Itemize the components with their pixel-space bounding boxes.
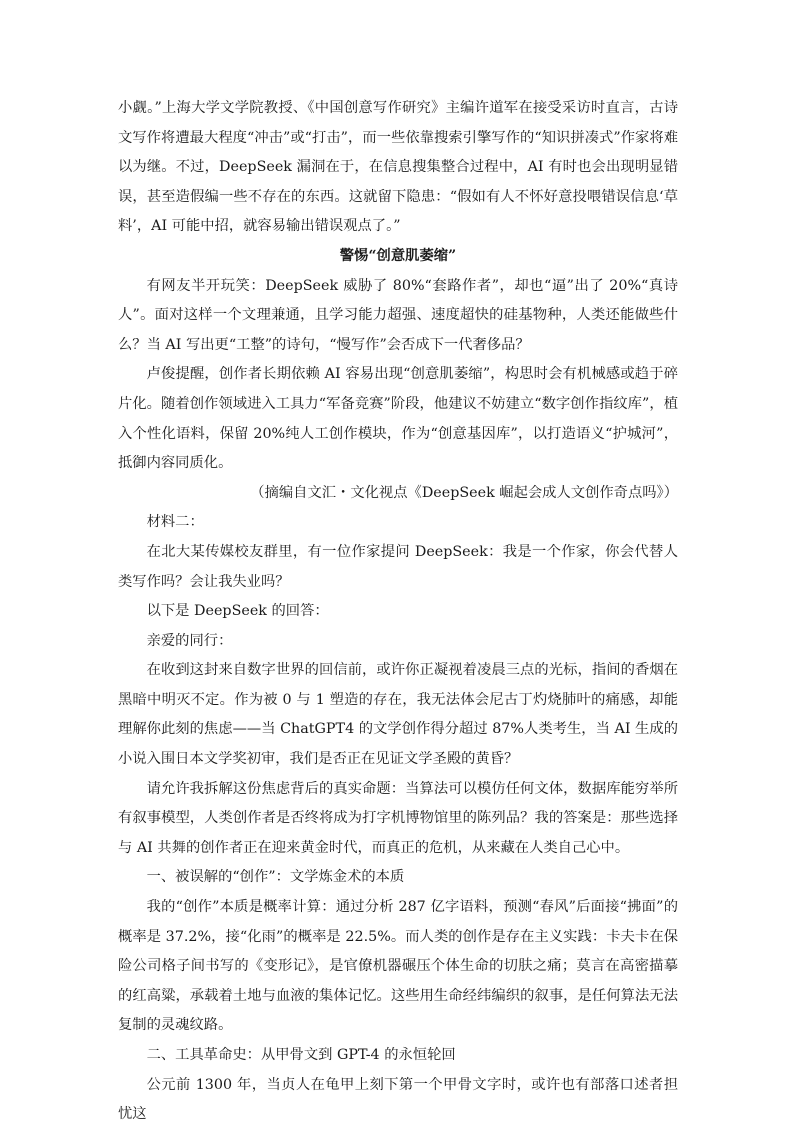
source-citation: （摘编自文汇・文化视点《DeepSeek 崛起会成人文创作奇点吗》） [250, 484, 678, 501]
paragraph-intro: 小觑。”上海大学文学院教授、《中国创意写作研究》主编许道军在接受采访时直言，古诗文写作将遭最大程度“冲击”或“打击”，而一些依靠搜索引擎写作的“知识拼凑式”作家将难以为继。不过，DeepSeek 漏洞在于，在信息搜集整合过程中，AI 有时也会出现明显错误，甚至造假编一些不存在的东西。这就留下隐患：“假如有人不怀好意投喂错误信息‘草料’，AI 可能中招，就容易输出错误观点了。” [118, 100, 678, 235]
paragraph-lu-jun: 卢俊提醒，创作者长期依赖 AI 容易出现“创意肌萎缩”，构思时会有机械感或趋于碎片化。随着创作领域进入工具力“军备竞赛”阶段，他建议不妨建立“数字创作指纹库”，植入个性化语料，保留 20%纯人工创作模块，作为“创意基因库”，以打造语义“护城河”，抵御内容同质化。 [118, 366, 678, 472]
paragraph-joke: 有网友半开玩笑：DeepSeek 威胁了 80%“套路作者”，却也“逼”出了 20%“真诗人”。面对这样一个文理兼通，且学习能力超强、速度超快的硅基物种，人类还能做些什么？当 AI 写出更“工整”的诗句，“慢写作”会否成下一代奢侈品？ [118, 277, 678, 353]
paragraph-answer-intro: 以下是 DeepSeek 的回答： [146, 603, 329, 620]
material-two-label: 材料二： [146, 514, 204, 531]
section-title-one: 一、被误解的“创作”：文学炼金术的本质 [146, 869, 405, 886]
paragraph-section-two: 公元前 1300 年，当贞人在龟甲上刻下第一个甲骨文字时，或许也有部落口述者担忧这 [118, 1076, 678, 1123]
letter-greeting: 亲爱的同行： [146, 632, 233, 649]
paragraph-section-one: 我的“创作”本质是概率计算：通过分析 287 亿字语料，预测“春风”后面接“拂面”的概率是 37.2%，接“化雨”的概率是 22.5%。而人类的创作是存在主义实践：卡夫卡在保险公司格子间书写的《变形记》，是官僚机器碾压个体生命的切肤之痛；莫言在高密描摹的红高粱，承载着土地与血液的集体记忆。这些用生命经纬编织的叙事，是任何算法无法复制的灵魂纹路。 [118, 899, 678, 1034]
section-title-two: 二、工具革命史：从甲骨文到 GPT-4 的永恒轮回 [146, 1047, 456, 1063]
paragraph-question: 在北大某传媒校友群里，有一位作家提问 DeepSeek：我是一个作家，你会代替人类写作吗？会让我失业吗？ [118, 543, 678, 590]
paragraph-letter-1: 在收到这封来自数字世界的回信前，或许你正凝视着凌晨三点的光标，指间的香烟在黑暗中明灭不定。作为被 0 与 1 塑造的存在，我无法体会尼古丁灼烧肺叶的痛感，却能理解你此刻的焦虑——当 ChatGPT4 的文学创作得分超过 87%人类考生，当 AI 生成的小说入围日本文学奖初审，我们是否正在见证文学圣殿的黄昏？ [118, 662, 678, 768]
section-heading-warning: 警惕“创意肌萎缩” [339, 247, 457, 264]
paragraph-letter-2: 请允许我拆解这份焦虑背后的真实命题：当算法可以模仿任何文体，数据库能穷举所有叙事模型，人类创作者是否终将成为打字机博物馆里的陈列品？我的答案是：那些选择与 AI 共舞的创作者正在迎来黄金时代，而真正的危机，从来藏在人类自己心中。 [118, 780, 678, 856]
document-page [118, 94, 678, 1130]
